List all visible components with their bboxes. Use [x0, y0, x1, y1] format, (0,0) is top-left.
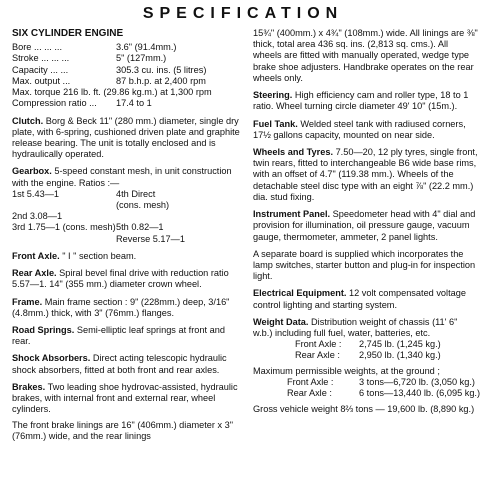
frame-heading: Frame. [12, 296, 43, 307]
electrical-section [253, 288, 479, 310]
gear-ratios [12, 189, 244, 245]
steering-text: High efficiency cam and roller type, 18 to 1 ratio. Wheel turning circle diameter 49' 10" (15m.). [253, 90, 469, 112]
gearbox-text: 5-speed constant mesh, in unit construction with the engine. Ratios :— [12, 166, 232, 188]
gear-ratio: 4th Direct [116, 188, 156, 199]
engine-row-label: Stroke ... ... ... [12, 53, 70, 64]
engine-row [12, 53, 244, 64]
rear-axle-section [12, 268, 244, 290]
separate-board-section [253, 249, 479, 283]
wheels-section [253, 147, 479, 203]
axle-value: 3 tons—6,720 lb. (3,050 kg.) [359, 376, 475, 387]
page-title: SPECIFICATION [142, 5, 344, 22]
shock-absorbers-heading: Shock Absorbers. [12, 353, 91, 364]
road-springs-text: Semi-elliptic leaf springs at front and rear. [12, 325, 225, 347]
gear-ratio [12, 234, 116, 245]
electrical-text: 12 volt compensated voltage control lighting and starting system. [253, 288, 466, 310]
fuel-tank-heading: Fuel Tank. [253, 118, 298, 129]
brakes-continued [253, 28, 479, 84]
brakes-heading: Brakes. [12, 381, 46, 392]
engine-row [12, 76, 244, 87]
engine-row [12, 87, 244, 98]
engine-row [12, 42, 244, 53]
axle-label: Front Axle : [287, 376, 334, 387]
axle-value: 2,950 lb. (1,340 kg.) [359, 350, 441, 361]
electrical-heading: Electrical Equipment. [253, 288, 347, 299]
front-axle-section [12, 251, 244, 262]
instrument-section [253, 209, 479, 243]
gear-ratio: 5th 0.82—1 [116, 222, 164, 233]
weight-heading: Weight Data. [253, 316, 309, 327]
road-springs-section [12, 325, 244, 347]
instrument-heading: Instrument Panel. [253, 209, 331, 220]
weight-text: Distribution weight of chassis (11' 6" w.b.) including full fuel, water, batteries, etc. [253, 316, 458, 339]
brakes-continued-text: 15¾" (400mm.) x 4¾" (108mm.) wide. All linings are ⅜" thick, total area 436 sq. ins. (2,813 sq. cms.). All wheels are fitted with manually operated, wedge type brake shoe adjusters. Handbrake operates on the rear wheels only. [253, 28, 478, 83]
shock-absorbers-text: Direct acting telescopic hydraulic shock absorbers, fitted at both front and rear axles. [12, 353, 227, 375]
engine-row-value: 305.3 cu. ins. (5 litres) [116, 64, 207, 75]
axle-value: 2,745 lb. (1,245 kg.) [359, 339, 441, 350]
axle-weight-row [253, 350, 479, 361]
weight-section [253, 317, 479, 416]
right-column [253, 28, 479, 422]
instrument-text: Speedometer head with 4" dial and provision for illumination, oil pressure gauge, vacuum gauge, thermometer, ammeter, 2 panel lights. [253, 209, 476, 242]
gear-ratio [12, 200, 116, 211]
engine-row-label: Capacity ... ... [12, 64, 69, 75]
shock-absorbers-section [12, 353, 244, 375]
engine-row-value: 5" (127mm.) [116, 53, 167, 64]
steering-heading: Steering. [253, 90, 293, 101]
frame-text: Main frame section : 9" (228mm.) deep, 3/16" (4.8mm.) thick, with 3" (76mm.) flanges. [12, 296, 230, 318]
axle-weight-row [253, 339, 479, 350]
fuel-tank-text: Welded steel tank with radiused corners, 17½ gallons capacity, mounted on near side. [253, 118, 466, 140]
gearbox-section [12, 166, 244, 245]
axle-max-row [253, 377, 479, 388]
rear-axle-text: Spiral bevel final drive with reduction ratio 5.57—1. 14" (355 mm.) diameter crown wheel. [12, 268, 229, 290]
axle-label: Rear Axle : [287, 388, 332, 399]
gear-ratio [116, 211, 244, 222]
front-axle-heading: Front Axle. [12, 250, 60, 261]
left-column [12, 28, 244, 448]
brakes-section [12, 382, 244, 442]
front-axle-text: " I " section beam. [62, 250, 137, 261]
gearbox-heading: Gearbox. [12, 166, 52, 177]
gross-weight-text: Gross vehicle weight 8⅔ tons — 19,600 lb. (8,890 kg.) [253, 404, 475, 415]
brakes-text: Two leading shoe hydrovac-assisted, hydraulic brakes, with internal front and external rear, wheel cylinders. [12, 381, 238, 415]
rear-axle-heading: Rear Axle. [12, 268, 57, 279]
gear-ratio: (cons. mesh) [116, 200, 170, 211]
steering-section [253, 90, 479, 112]
frame-section [12, 297, 244, 319]
engine-row-label: Compression ratio ... [12, 98, 97, 109]
gear-ratio: 3rd 1.75—1 (cons. mesh) [12, 222, 116, 233]
engine-row-label: Max. output ... [12, 75, 71, 86]
fuel-tank-section [253, 119, 479, 141]
engine-row-label: Bore ... ... ... [12, 42, 63, 53]
gear-ratio: Reverse 5.17—1 [116, 233, 185, 244]
road-springs-heading: Road Springs. [12, 325, 75, 335]
axle-label: Rear Axle : [295, 350, 340, 361]
engine-row [12, 98, 244, 109]
engine-row-value: 87 b.h.p. at 2,400 rpm [116, 75, 206, 86]
gear-ratio: 2nd 3.08—1 [12, 211, 63, 222]
engine-row-value: 17.4 to 1 [116, 98, 152, 109]
clutch-text: Borg & Beck 11" (280 mm.) diameter, single dry plate, with 6-spring, cushioned driven plate and graphite release bearing. The unit is totally enclosed and is hydraulically operated. [12, 115, 240, 160]
axle-max-row [253, 388, 479, 399]
engine-row-value: 3.6" (91.4mm.) [116, 42, 177, 53]
max-weights-text: Maximum permissible weights, at the ground ; [253, 365, 440, 376]
brakes-linings-text: The front brake linings are 16" (406mm.) diameter x 3" (76mm.) wide, and the rear linings [12, 419, 233, 441]
engine-heading: SIX CYLINDER ENGINE [12, 28, 124, 39]
engine-row-label: Max. torque 216 lb. ft. (29.86 kg.m.) at 1,300 rpm [12, 87, 212, 98]
gear-ratio: 1st 5.43—1 [12, 188, 59, 199]
axle-label: Front Axle : [295, 339, 342, 350]
engine-section [12, 28, 244, 110]
engine-row [12, 65, 244, 76]
wheels-heading: Wheels and Tyres. [253, 146, 333, 157]
axle-value: 6 tons—13,440 lb. (6,095 kg.) [359, 388, 481, 399]
clutch-section [12, 116, 244, 161]
clutch-heading: Clutch. [12, 115, 44, 126]
wheels-text: 7.50—20, 12 ply tyres, single front, twin rears, fitted to interchangeable B6 wide base rims, with an offset of 4.7" (119.38 mm.). Wheels of the detachable steel disc type with an eight ⅞" (22.2 mm.) dia. stud fixing. [253, 146, 478, 202]
separate-board-text: A separate board is supplied which incorporates the lamp switches, starter button and plug-in for inspection light. [253, 248, 476, 282]
